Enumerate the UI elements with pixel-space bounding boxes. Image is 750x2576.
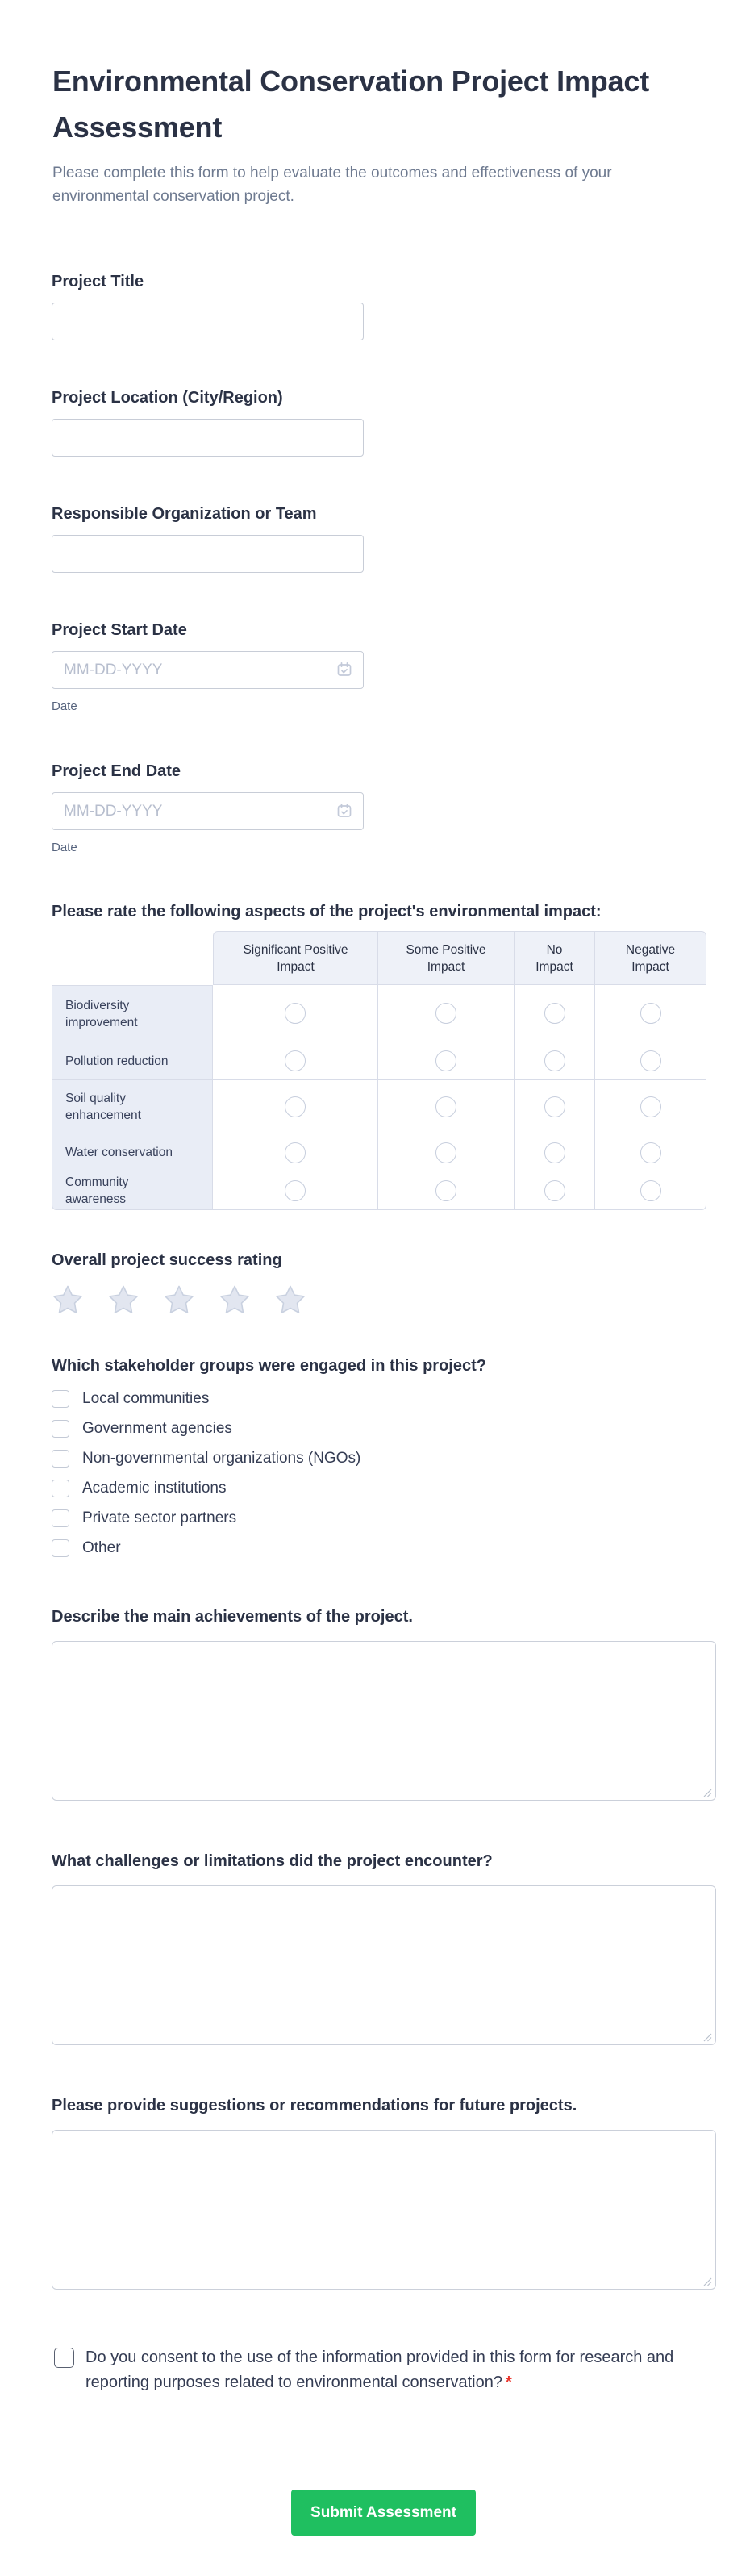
matrix-cell — [213, 1042, 378, 1080]
form-header — [0, 0, 750, 208]
matrix-row-label: Pollution reduction — [52, 1042, 213, 1080]
radio-button[interactable] — [640, 1096, 661, 1117]
radio-button[interactable] — [435, 1142, 456, 1163]
matrix-cell — [595, 1042, 706, 1080]
matrix-cell — [378, 1134, 515, 1171]
option-other — [52, 1539, 716, 1557]
matrix-cell — [213, 1080, 378, 1134]
option-label: Non-governmental organizations (NGOs) — [82, 1450, 361, 1467]
matrix-cell — [378, 1171, 515, 1210]
checkbox[interactable] — [52, 1390, 69, 1408]
checkbox[interactable] — [52, 1480, 69, 1497]
star-icon[interactable] — [107, 1284, 140, 1317]
radio-button[interactable] — [544, 1050, 565, 1071]
form-title: Environmental Conservation Project Impact Assessment — [52, 65, 649, 144]
start-date-input[interactable] — [52, 651, 364, 689]
matrix-cell — [515, 1171, 595, 1210]
end-date-field — [52, 792, 364, 830]
bottom-spacer — [52, 2536, 716, 2576]
matrix-column-header: No Impact — [515, 931, 595, 985]
achievements-textarea[interactable] — [52, 1641, 716, 1801]
achievements-question: Describe the main achievements of the project. — [52, 1608, 413, 1626]
field-label-project-title: Project Title — [52, 273, 144, 290]
option-government-agencies — [52, 1420, 716, 1438]
matrix-cell — [515, 1042, 595, 1080]
start-date-sublabel: Date — [52, 699, 77, 713]
matrix-cell — [378, 1042, 515, 1080]
matrix-cell — [515, 985, 595, 1042]
option-ngos — [52, 1450, 716, 1468]
matrix-cell — [595, 1134, 706, 1171]
suggestions-field — [52, 2130, 716, 2294]
suggestions-textarea[interactable] — [52, 2130, 716, 2290]
checkbox[interactable] — [52, 1420, 69, 1438]
checkbox[interactable] — [52, 1509, 69, 1527]
star-rating — [52, 1283, 716, 1318]
field-label-end-date: Project End Date — [52, 762, 181, 780]
matrix-cell — [213, 985, 378, 1042]
field-label-organization: Responsible Organization or Team — [52, 505, 317, 523]
consent-checkbox[interactable] — [54, 2348, 74, 2368]
start-date-field — [52, 651, 364, 689]
matrix-cell — [595, 1171, 706, 1210]
matrix-column-header: Significant Positive Impact — [213, 931, 378, 985]
radio-button[interactable] — [435, 1180, 456, 1201]
radio-button[interactable] — [640, 1142, 661, 1163]
checkbox[interactable] — [52, 1539, 69, 1557]
suggestions-question: Please provide suggestions or recommendations for future projects. — [52, 2097, 577, 2115]
star-icon[interactable] — [219, 1284, 251, 1317]
submit-button[interactable]: Submit Assessment — [291, 2490, 476, 2536]
radio-button[interactable] — [640, 1003, 661, 1024]
impact-matrix-table — [52, 931, 706, 1210]
matrix-cell — [378, 985, 515, 1042]
star-icon[interactable] — [52, 1284, 84, 1317]
radio-button[interactable] — [544, 1003, 565, 1024]
challenges-field — [52, 1885, 716, 2049]
star-icon[interactable] — [274, 1284, 306, 1317]
matrix-row-label: Biodiversity improvement — [52, 985, 213, 1042]
matrix-cell — [213, 1134, 378, 1171]
field-label-project-location: Project Location (City/Region) — [52, 389, 283, 407]
rating-question: Overall project success rating — [52, 1251, 282, 1269]
radio-button[interactable] — [435, 1096, 456, 1117]
submit-row — [52, 2490, 715, 2536]
option-label: Other — [82, 1539, 121, 1556]
matrix-cell — [515, 1080, 595, 1134]
checkbox[interactable] — [52, 1450, 69, 1468]
radio-button[interactable] — [640, 1180, 661, 1201]
matrix-row-label: Community awareness — [52, 1171, 213, 1210]
option-private-sector — [52, 1509, 716, 1527]
radio-button[interactable] — [285, 1003, 306, 1024]
matrix-row-label: Soil quality enhancement — [52, 1080, 213, 1134]
radio-button[interactable] — [544, 1180, 565, 1201]
end-date-sublabel: Date — [52, 841, 77, 854]
option-label: Local communities — [82, 1390, 210, 1407]
required-asterisk: * — [505, 2374, 512, 2391]
organization-input[interactable] — [52, 535, 364, 573]
radio-button[interactable] — [435, 1003, 456, 1024]
matrix-column-header: Some Positive Impact — [378, 931, 515, 985]
radio-button[interactable] — [435, 1050, 456, 1071]
stakeholder-options — [52, 1390, 716, 1557]
matrix-corner-cell — [52, 931, 213, 985]
radio-button[interactable] — [640, 1050, 661, 1071]
option-academic-institutions — [52, 1480, 716, 1497]
consent-block — [52, 2345, 715, 2395]
matrix-cell — [213, 1171, 378, 1210]
matrix-cell — [378, 1080, 515, 1134]
challenges-textarea[interactable] — [52, 1885, 716, 2045]
option-label: Private sector partners — [82, 1509, 237, 1526]
star-icon[interactable] — [163, 1284, 195, 1317]
project-location-input[interactable] — [52, 419, 364, 457]
matrix-cell — [515, 1134, 595, 1171]
radio-button[interactable] — [285, 1050, 306, 1071]
radio-button[interactable] — [285, 1096, 306, 1117]
matrix-cell — [595, 1080, 706, 1134]
option-local-communities — [52, 1390, 716, 1408]
project-title-input[interactable] — [52, 303, 364, 340]
radio-button[interactable] — [285, 1180, 306, 1201]
achievements-field — [52, 1641, 716, 1805]
form-body — [0, 272, 750, 2576]
field-label-start-date: Project Start Date — [52, 621, 187, 639]
radio-button[interactable] — [285, 1142, 306, 1163]
stakeholders-question: Which stakeholder groups were engaged in this project? — [52, 1357, 486, 1375]
challenges-question: What challenges or limitations did the project encounter? — [52, 1852, 493, 1870]
end-date-input[interactable] — [52, 792, 364, 830]
option-label: Academic institutions — [82, 1480, 227, 1497]
matrix-cell — [595, 985, 706, 1042]
option-label: Government agencies — [82, 1420, 232, 1437]
matrix-question: Please rate the following aspects of the project's environmental impact: — [52, 903, 602, 921]
matrix-row-label: Water conservation — [52, 1134, 213, 1171]
radio-button[interactable] — [544, 1142, 565, 1163]
form-description: Please complete this form to help evaluate the outcomes and effectiveness of your environmental conservation project. — [52, 165, 612, 205]
radio-button[interactable] — [544, 1096, 565, 1117]
consent-text: Do you consent to the use of the information provided in this form for research and reporting purposes related to environmental conservation? — [85, 2348, 674, 2391]
matrix-column-header: Negative Impact — [595, 931, 706, 985]
